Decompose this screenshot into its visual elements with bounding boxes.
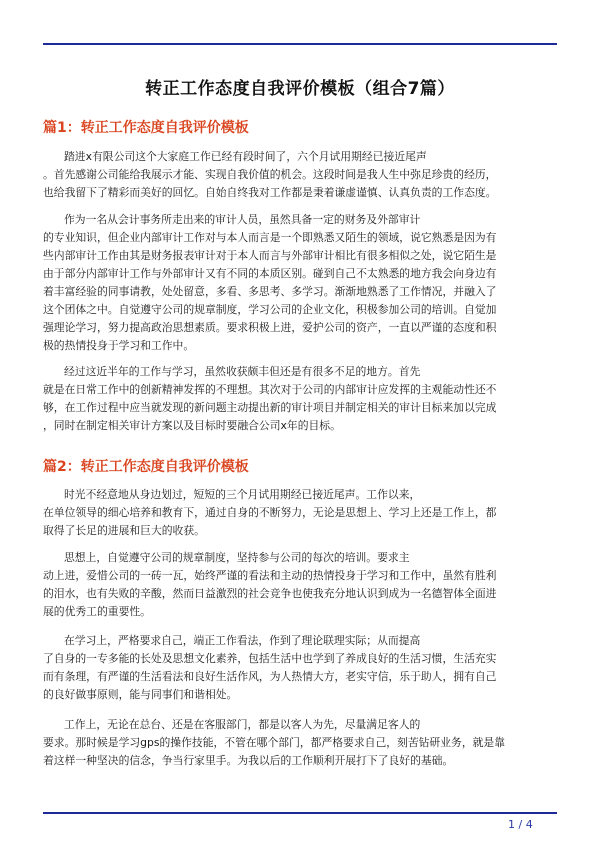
section-1-paragraph-1 bbox=[43, 148, 557, 202]
text-line: 极的热情投身于学习和工作中。 bbox=[43, 339, 195, 352]
footer-rule bbox=[43, 812, 557, 814]
text-line: 了自身的一专多能的长处及思想文化素养，包括生活中也学到了养成良好的生活习惯，生活充实 bbox=[43, 652, 497, 665]
page-number: 1 / 4 bbox=[508, 818, 533, 831]
text-line: 强理论学习，努力提高政治思想素质。要求积极上进，爱护公司的资产，一直以严谨的态度和积 bbox=[43, 321, 497, 334]
section-2-paragraph-3 bbox=[43, 632, 557, 704]
section-1-paragraph-3 bbox=[43, 363, 557, 435]
text-line: 而有条理，有严谨的生活看法和良好生活作风，为人热情大方，老实守信，乐于助人，拥有自己 bbox=[43, 670, 497, 683]
text-line: 要求。那时候是学习gps的操作技能，不管在哪个部门，都严格要求自己，刻苦钻研业务，就是靠 bbox=[43, 736, 506, 749]
text-line: 在学习上，严格要求自己，端正工作看法，作到了理论联理实际；从而提高 bbox=[64, 634, 421, 647]
text-line: 也给我留下了精彩而美好的回忆。自始自终我对工作都是秉着谦虚谨慎、认真负责的工作态度。 bbox=[43, 186, 497, 199]
text-line: 展的优秀工的重要性。 bbox=[43, 605, 151, 618]
section-1-heading: 篇1：转正工作态度自我评价模板 bbox=[43, 120, 249, 136]
text-line: 着这样一种坚决的信念，争当行家里手。为我以后的工作顺利开展打下了良好的基础。 bbox=[43, 754, 454, 767]
section-2-paragraph-2 bbox=[43, 549, 557, 621]
text-line: 着丰富经验的同事请教，处处留意，多看、多思考、多学习。渐渐地熟悉了工作情况，并融入了 bbox=[43, 285, 497, 298]
text-line: 就是在日常工作中的创新精神发挥的不理想。其次对于公司的内部审计应发挥的主观能动性还不 bbox=[43, 383, 497, 396]
header-rule bbox=[43, 43, 557, 45]
text-line: 取得了长足的进展和巨大的收获。 bbox=[43, 524, 205, 537]
text-line: ，同时在制定相关审计方案以及目标时要融合公司x年的目标。 bbox=[43, 419, 341, 432]
text-line: 动上进，爱惜公司的一砖一瓦，始终严谨的看法和主动的热情投身于学习和工作中，虽然有胜利 bbox=[43, 569, 497, 582]
text-line: 的泪水，也有失败的辛酸，然而日益激烈的社会竞争也使我充分地认识到成为一名德智体全面进 bbox=[43, 587, 497, 600]
section-2-paragraph-4 bbox=[43, 716, 557, 770]
section-1-paragraph-2 bbox=[43, 211, 557, 355]
text-line: 的良好做事原则，能与同事们和谐相处。 bbox=[43, 688, 238, 701]
text-line: 时光不经意地从身边划过，短短的三个月试用期经已接近尾声。工作以来， bbox=[64, 488, 421, 501]
text-line: 踏进x有限公司这个大家庭工作已经有段时间了，六个月试用期经已接近尾声 bbox=[64, 150, 427, 163]
section-2-heading: 篇2：转正工作态度自我评价模板 bbox=[43, 459, 249, 475]
text-line: 由于部分内部审计工作与外部审计又有不同的本质区别。碰到自己不太熟悉的地方我会向身边有 bbox=[43, 267, 497, 280]
text-line: 。首先感谢公司能给我展示才能、实现自我价值的机会。这段时间是我人生中弥足珍贵的经历， bbox=[43, 168, 497, 181]
text-line: 些内部审计工作由其是财务报表审计对于本人而言与外部审计相比有很多相似之处，说它陌生是 bbox=[43, 249, 497, 262]
text-line: 工作上，无论在总台、还是在客服部门，都是以客人为先，尽量满足客人的 bbox=[64, 718, 421, 731]
text-line: 够，在工作过程中应当就发现的新问题主动提出新的审计项目并制定相关的审计目标来加以完成 bbox=[43, 401, 497, 414]
document-title: 转正工作态度自我评价模板（组合7篇） bbox=[145, 79, 455, 99]
text-line: 经过这近半年的工作与学习，虽然收获颇丰但还是有很多不足的地方。首先 bbox=[64, 365, 421, 378]
text-line: 这个团体之中。自觉遵守公司的规章制度，学习公司的企业文化，积极参加公司的培训。自觉加 bbox=[43, 303, 497, 316]
text-line: 的专业知识，但企业内部审计工作对与本人而言是一个即熟悉又陌生的领域，说它熟悉是因为有 bbox=[43, 231, 497, 244]
text-line: 作为一名从会计事务所走出来的审计人员，虽然具备一定的财务及外部审计 bbox=[64, 213, 421, 226]
text-line: 思想上，自觉遵守公司的规章制度，坚持参与公司的每次的培训。要求主 bbox=[64, 551, 410, 564]
section-2-paragraph-1 bbox=[43, 486, 557, 540]
text-line: 在单位领导的细心培养和教育下，通过自身的不断努力，无论是思想上、学习上还是工作上，都 bbox=[43, 506, 497, 519]
